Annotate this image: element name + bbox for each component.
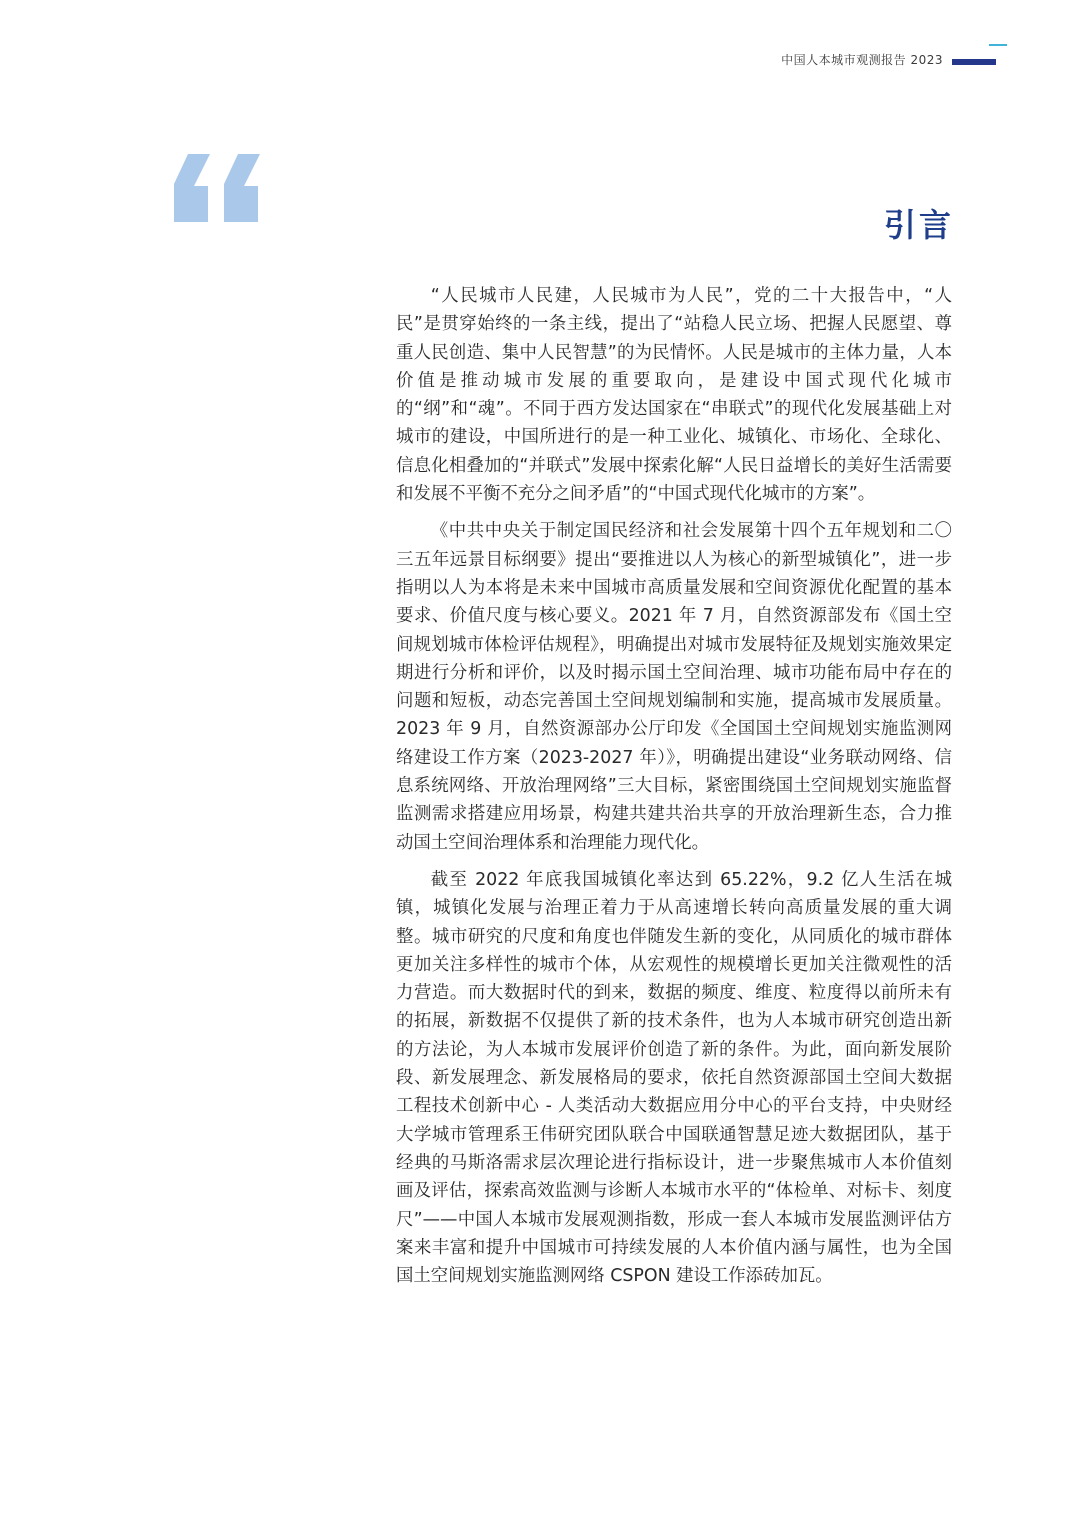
paragraph-1: “人民城市人民建，人民城市为人民”，党的二十大报告中，“人民”是贯穿始终的一条主线，提出了“站稳人民立场、把握人民愿望、尊重人民创造、集中人民智慧”的为民情怀。人民是城市的主体力量，人本价值是推动城市发展的重要取向，是建设中国式现代化城市的“纲”和“魂”。不同于西方发达国家在“串联式”的现代化发展基础上对城市的建设，中国所进行的是一种工业化、城镇化、市场化、全球化、信息化相叠加的“并联式”发展中探索化解“人民日益增长的美好生活需要和发展不平衡不充分之间矛盾”的“中国式现代化城市的方案”。	[396, 286, 952, 505]
header-accent-bar	[952, 59, 996, 65]
paragraph-2: 《中共中央关于制定国民经济和社会发展第十四个五年规划和二〇三五年远景目标纲要》提出“要推进以人为核心的新型城镇化”，进一步指明以人为本将是未来中国城市高质量发展和空间资源优化配置的基本要求、价值尺度与核心要义。2021 年 7 月，自然资源部发布《国土空间规划城市体检评估规程》，明确提出对城市发展特征及规划实施效果定期进行分析和评价，以及时揭示国土空间治理、城市功能布局中存在的问题和短板，动态完善国土空间规划编制和实施，提高城市发展质量。2023 年 9 月，自然资源部办公厅印发《全国国土空间规划实施监测网络建设工作方案（2023-2027 年）》，明确提出建设“业务联动网络、信息系统网络、开放治理网络”三大目标，紧密围绕国土空间规划实施监督监测需求搭建应用场景，构建共建共治共享的开放治理新生态，合力推动国土空间治理体系和治理能力现代化。	[396, 521, 952, 853]
section-title: 引言	[883, 206, 954, 244]
header-accent-tick	[989, 44, 1007, 46]
report-title: 中国人本城市观测报告 2023	[781, 53, 943, 67]
paragraph-3: 截至 2022 年底我国城镇化率达到 65.22%，9.2 亿人生活在城镇，城镇化发展与治理正着力于从高速增长转向高质量发展的重大调整。城市研究的尺度和角度也伴随发生新的变化，从同质化的城市群体更加关注多样性的城市个体，从宏观性的规模增长更加关注微观性的活力营造。而大数据时代的到来，数据的频度、维度、粒度得以前所未有的拓展，新数据不仅提供了新的技术条件，也为人本城市研究创造出新的方法论，为人本城市发展评价创造了新的条件。为此，面向新发展阶段、新发展理念、新发展格局的要求，依托自然资源部国土空间大数据工程技术创新中心 - 人类活动大数据应用分中心的平台支持，中央财经大学城市管理系王伟研究团队联合中国联通智慧足迹大数据团队，基于经典的马斯洛需求层次理论进行指标设计，进一步聚焦城市人本价值刻画及评估，探索高效监测与诊断人本城市水平的“体检单、对标卡、刻度尺”——中国人本城市发展观测指数，形成一套人本城市发展监测评估方案来丰富和提升中国城市可持续发展的人本价值内涵与属性，也为全国国土空间规划实施监测网络 CSPON 建设工作添砖加瓦。	[396, 869, 952, 1287]
quotation-mark-icon	[174, 154, 260, 222]
body-text	[396, 282, 952, 1299]
